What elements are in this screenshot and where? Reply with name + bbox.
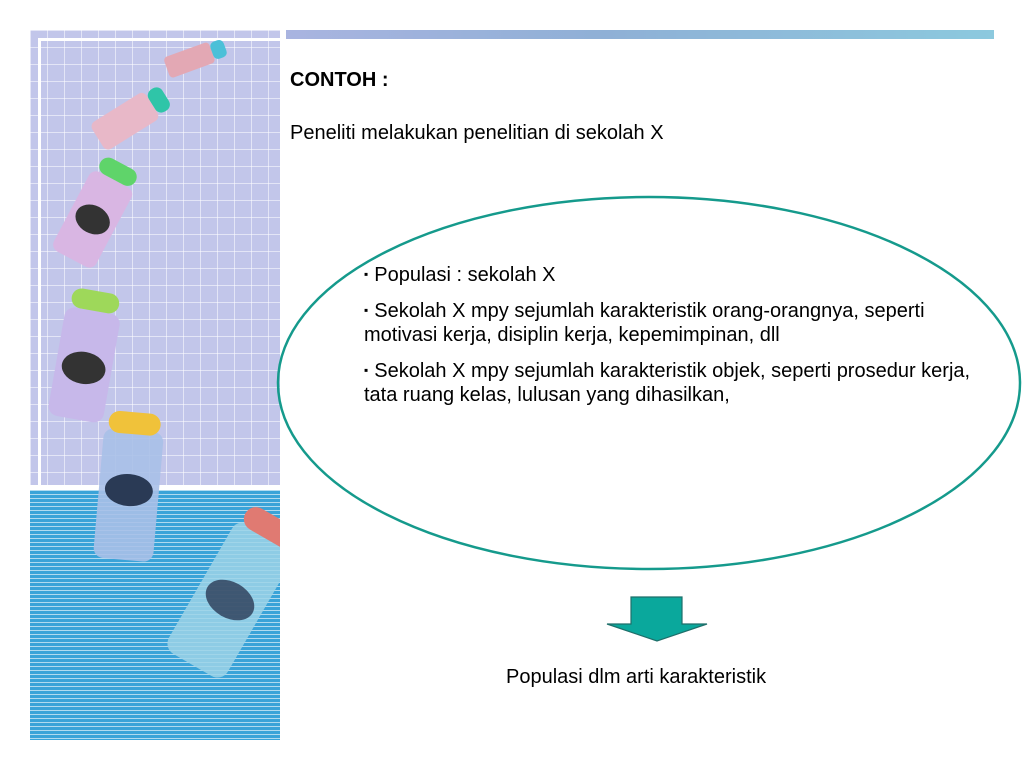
- bullet-text: Sekolah X mpy sejumlah karakteristik objek, seperti prosedur kerja, tata ruang kelas, lulusan yang dihasilkan,: [364, 360, 971, 406]
- decorative-top-band: [286, 30, 994, 39]
- bullet-list: [364, 262, 980, 418]
- bullet-text: Populasi : sekolah X: [374, 264, 556, 286]
- crayon-6: [163, 501, 280, 682]
- down-arrow-icon: [605, 596, 709, 642]
- crayon-3: [50, 153, 143, 271]
- crayon-5: [93, 410, 166, 563]
- bullet-marker: ▪: [364, 363, 369, 377]
- bullet-item: [364, 358, 980, 407]
- crayon-2: [89, 82, 174, 152]
- slide-subtitle: Peneliti melakukan penelitian di sekolah X: [290, 122, 664, 144]
- decorative-crayon-image: [30, 30, 280, 740]
- bullet-marker: ▪: [364, 303, 369, 317]
- crayon-1: [163, 37, 229, 79]
- crayon-4: [47, 286, 125, 424]
- crayon-illustration: [30, 30, 280, 740]
- conclusion-text: Populasi dlm arti karakteristik: [506, 666, 767, 688]
- bullet-item: [364, 298, 980, 347]
- bullet-marker: ▪: [364, 267, 369, 281]
- bullet-item: [364, 262, 980, 287]
- slide-title: CONTOH :: [290, 69, 389, 91]
- bullet-text: Sekolah X mpy sejumlah karakteristik orang-orangnya, seperti motivasi kerja, disiplin kerja, kepemimpinan, dll: [364, 300, 925, 346]
